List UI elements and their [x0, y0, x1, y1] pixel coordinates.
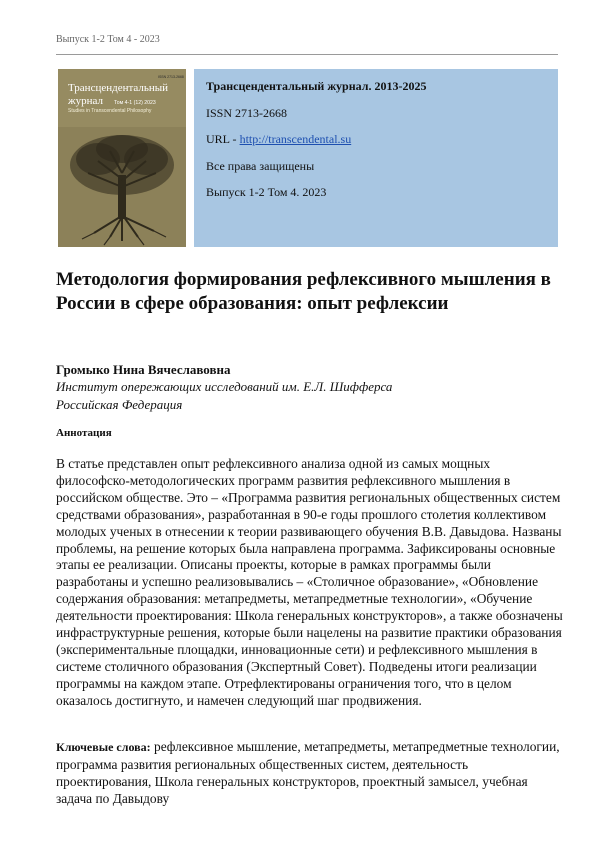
journal-cover-image	[58, 69, 186, 247]
cover-issue: Том 4-1 (12) 2023	[114, 100, 156, 106]
cover-journal-name-line2: журнал	[68, 95, 103, 107]
journal-info-box	[194, 69, 558, 247]
keywords-text: рефлексивное мышление, метапредметы, метапредметные технологии, программа развития региональных общественных систем, деятельность проектирования, Школа генеральных конструкторов, проектный замысел, учебная задача по Давыдову	[56, 739, 560, 806]
keywords	[56, 738, 564, 807]
cover-journal-name-line1: Трансцендентальный	[68, 82, 169, 94]
journal-url-line	[206, 132, 351, 147]
author-name: Громыко Нина Вячеславовна	[56, 362, 231, 377]
journal-title: Трансцендентальный журнал. 2013-2025	[206, 79, 427, 93]
journal-url-label: URL -	[206, 132, 240, 146]
abstract-heading: Аннотация	[56, 427, 112, 439]
header-divider	[56, 54, 558, 55]
journal-rights: Все права защищены	[206, 159, 315, 173]
journal-issn: ISSN 2713-2668	[206, 106, 288, 120]
abstract-text: В статье представлен опыт рефлексивного анализа одной из самых мощных философско-методологических программ развития рефлексивного мышления в российском обществе. Это – «Программа развития региональных общественных систем средствами образования», разработанная в 90-е годы прошлого столетия коллективом молодых ученых в отнесении к теории развивающего обучения В.В. Давыдова. Названы проблемы, на решение которых была направлена программа. Зафиксированы основные этапы ее реализации. Описаны проекты, которые в рамках программы были разработаны и успешно реализовывались – «Столичное образование», «Обновление содержания образования: метапредметы, метапредметные технологии», «Обучение деятельности проектирования: Школа генеральных конструкторов», а также обозначены инфраструктурные решения, которые были нацелены на развитие практики образования (экспериментальные площадки, инновационные сети) и рефлексивного мышления в системе столичного образования (Экспертный Совет). Подведены итоги реализации программы на каждом этапе. Отрефлектированы ограничения того, что в целом оказалось достигнуто, и намечен следующий шаг продвижения.	[56, 456, 563, 708]
running-head: Выпуск 1-2 Том 4 - 2023	[56, 34, 160, 45]
cover-subtitle: Studies in Transcendental Philosophy	[68, 108, 152, 114]
keywords-label: Ключевые слова:	[56, 740, 151, 754]
cover-corner-label: ISSN 2713-2668	[158, 75, 184, 79]
journal-issue: Выпуск 1-2 Том 4. 2023	[206, 185, 327, 199]
journal-url-link[interactable]: http://transcendental.su	[239, 132, 352, 146]
author-country: Российская Федерация	[56, 397, 183, 412]
author-affiliation: Институт опережающих исследований им. Е.Л. Шифферса	[56, 379, 393, 394]
article-title: Методология формирования рефлексивного мышления в России в сфере образования: опыт рефлексии	[56, 269, 551, 314]
cover-art	[58, 69, 186, 247]
